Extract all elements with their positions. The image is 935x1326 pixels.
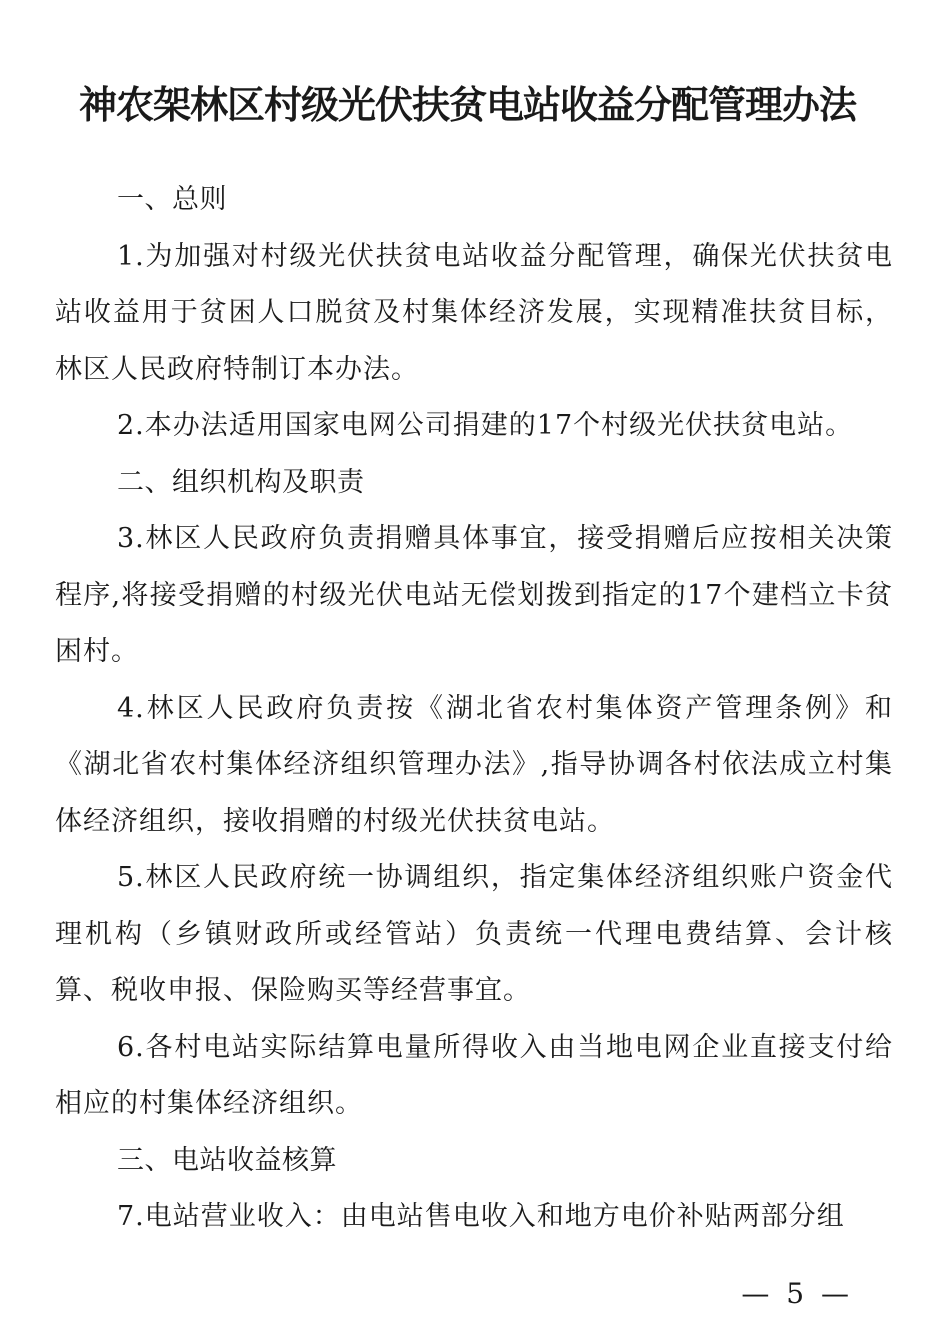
page-number: — 5 — bbox=[741, 1277, 853, 1310]
document-body bbox=[55, 172, 893, 1246]
paragraph-6: 6.各村电站实际结算电量所得收入由当地电网企业直接支付给相应的村集体经济组织。 bbox=[55, 1031, 893, 1119]
section-heading-accounting: 三、电站收益核算 bbox=[117, 1144, 337, 1176]
paragraph-2: 2.本办法适用国家电网公司捐建的17个村级光伏扶贫电站。 bbox=[117, 410, 854, 441]
section-heading-general: 一、总则 bbox=[117, 184, 227, 215]
section-heading-organization: 二、组织机构及职责 bbox=[117, 466, 365, 498]
paragraph-4: 4.林区人民政府负责按《湖北省农村集体资产管理条例》和《湖北省农村集体经济组织管理办法》,指导协调各村依法成立村集体经济组织，接收捐赠的村级光伏扶贫电站。 bbox=[55, 692, 893, 837]
paragraph-1: 1.为加强对村级光伏扶贫电站收益分配管理，确保光伏扶贫电站收益用于贫困人口脱贫及村集体经济发展，实现精准扶贫目标，林区人民政府特制订本办法。 bbox=[55, 240, 893, 385]
paragraph-5: 5.林区人民政府统一协调组织，指定集体经济组织账户资金代理机构（乡镇财政所或经管站）负责统一代理电费结算、会计核算、税收申报、保险购买等经营事宜。 bbox=[55, 862, 893, 1006]
paragraph-3: 3.林区人民政府负责捐赠具体事宜，接受捐赠后应按相关决策程序,将接受捐赠的村级光伏电站无偿划拨到指定的17个建档立卡贫困村。 bbox=[55, 523, 893, 667]
paragraph-7: 7.电站营业收入：由电站售电收入和地方电价补贴两部分组 bbox=[117, 1201, 845, 1232]
document-title: 神农架林区村级光伏扶贫电站收益分配管理办法 bbox=[78, 83, 856, 128]
